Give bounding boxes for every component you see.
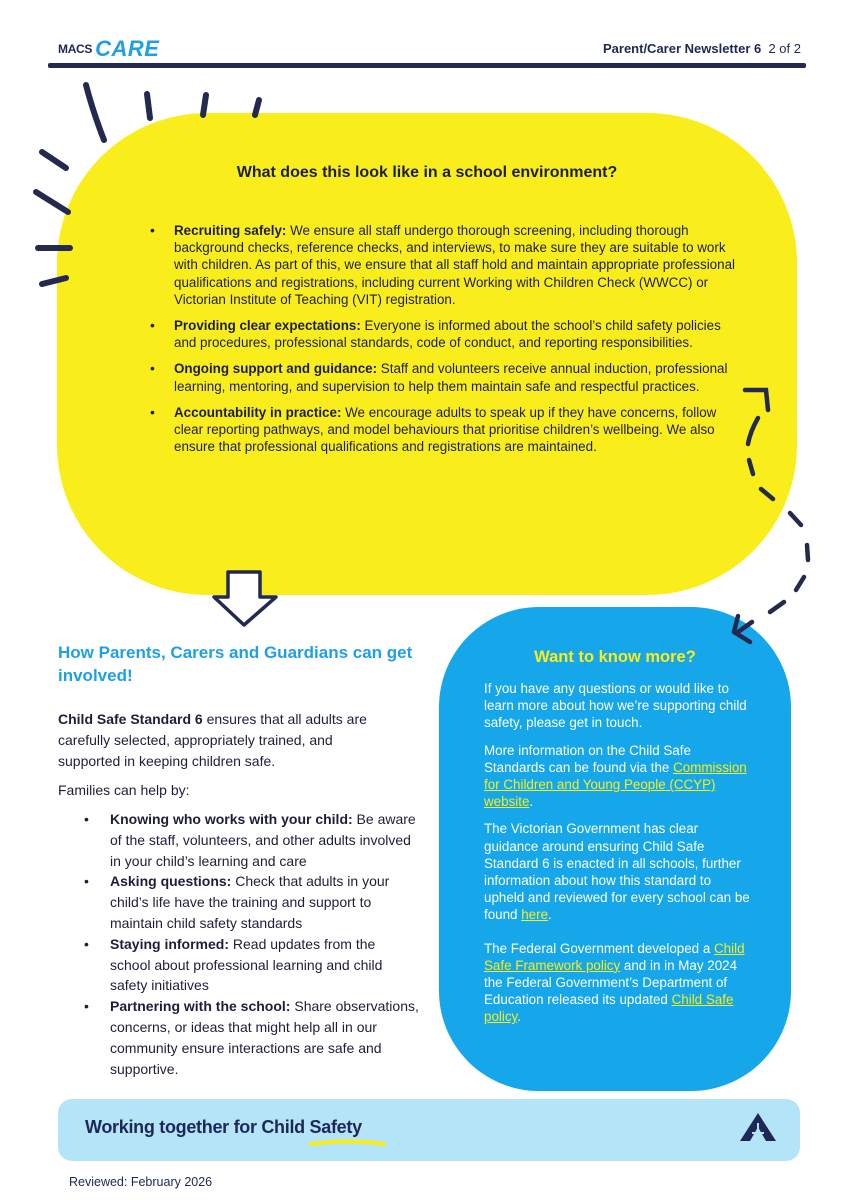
page-indicator: 2 of 2	[768, 41, 801, 56]
list-item: • Asking questions: Check that adults in your child’s life have the training and support to maintain child safety standards	[84, 871, 419, 933]
newsletter-title: Parent/Carer Newsletter 6	[602, 41, 762, 56]
child-safe-policy-link[interactable]: Child Safe policy	[484, 992, 734, 1025]
vic-gov-paragraph: The Victorian Government has clear guidance around ensuring Child Safe Standard 6 is enacted in all schools, further information about how this standard to upheld and reviewed for every school can be found here.	[484, 821, 750, 923]
child-safe-standard-intro: Child Safe Standard 6 ensures that all adults are carefully selected, appropriately trained, and supported in keeping children safe.	[58, 711, 367, 769]
ccyp-website-link[interactable]: Commission for Children and Young People (CCYP) website	[484, 759, 747, 810]
underline-swoosh-decoration	[308, 1137, 388, 1149]
list-item: • Providing clear expectations: Everyone is informed about the school’s child safety policies and procedures, professional standards, code of conduct, and reporting responsibilities.	[150, 317, 740, 351]
reviewed-date: Reviewed: February 2026	[69, 1175, 213, 1189]
macs-care-logo	[58, 36, 159, 62]
families-label: Families can help by:	[58, 782, 190, 798]
header-divider	[48, 63, 806, 68]
down-arrow-icon	[210, 567, 282, 629]
child-safe-framework-link[interactable]: Child Safe Framework policy	[484, 940, 745, 973]
newsletter-header	[603, 41, 801, 56]
involved-heading: How Parents, Carers and Guardians can get involved!	[58, 643, 413, 685]
vic-guidance-here-link[interactable]: here	[521, 907, 549, 923]
contact-paragraph: If you have any questions or would like to learn more about how we’re supporting child safety, please get in touch.	[484, 681, 747, 731]
school-environment-title: What does this look like in a school environment?	[236, 164, 618, 181]
federal-gov-paragraph: The Federal Government developed a Child Safe Framework policy and in in May 2024 the Federal Government’s Department of Education released its updated Child Safe policy.	[484, 940, 745, 1025]
logo-macs-text: MACS	[58, 42, 93, 56]
want-to-know-more-title: Want to know more?	[534, 648, 696, 666]
ccyp-paragraph: More information on the Child Safe Standards can be found via the Commission for Children and Young People (CCYP) website.	[484, 742, 747, 810]
want-to-know-more-body	[484, 680, 754, 1036]
list-item: • Partnering with the school: Share observations, concerns, or ideas that might help all in our community ensure interactions are safe and supportive.	[84, 996, 419, 1079]
list-item: • Accountability in practice: We encourage adults to speak up if they have concerns, follow clear reporting pathways, and model behaviours that prioritise children’s wellbeing. We also ensure that professional qualifications and registrations are maintained.	[150, 404, 740, 456]
families-help-list	[84, 809, 419, 1079]
school-environment-list	[150, 222, 740, 464]
list-item: • Staying informed: Read updates from the school about professional learning and child safety initiatives	[84, 934, 419, 996]
banner-tagline: Working together for Child Safety	[85, 1117, 362, 1137]
list-item: • Recruiting safely: We ensure all staff undergo thorough screening, including thorough background checks, reference checks, and interviews, to make sure they are suitable to work with children. As part of this, we ensure that all staff hold and maintain appropriate professional qualifications and registrations, including current Working with Children Check (WWCC) or Victorian Institute of Teaching (VIT) registration.	[150, 222, 740, 308]
macs-emblem-icon	[738, 1111, 778, 1145]
list-item: • Ongoing support and guidance: Staff and volunteers receive annual induction, professional learning, mentoring, and supervision to help them maintain safe and respectful practices.	[150, 360, 740, 394]
list-item: • Knowing who works with your child: Be aware of the staff, volunteers, and other adults involved in your child’s learning and care	[84, 809, 419, 871]
logo-care-text: CARE	[95, 36, 160, 61]
